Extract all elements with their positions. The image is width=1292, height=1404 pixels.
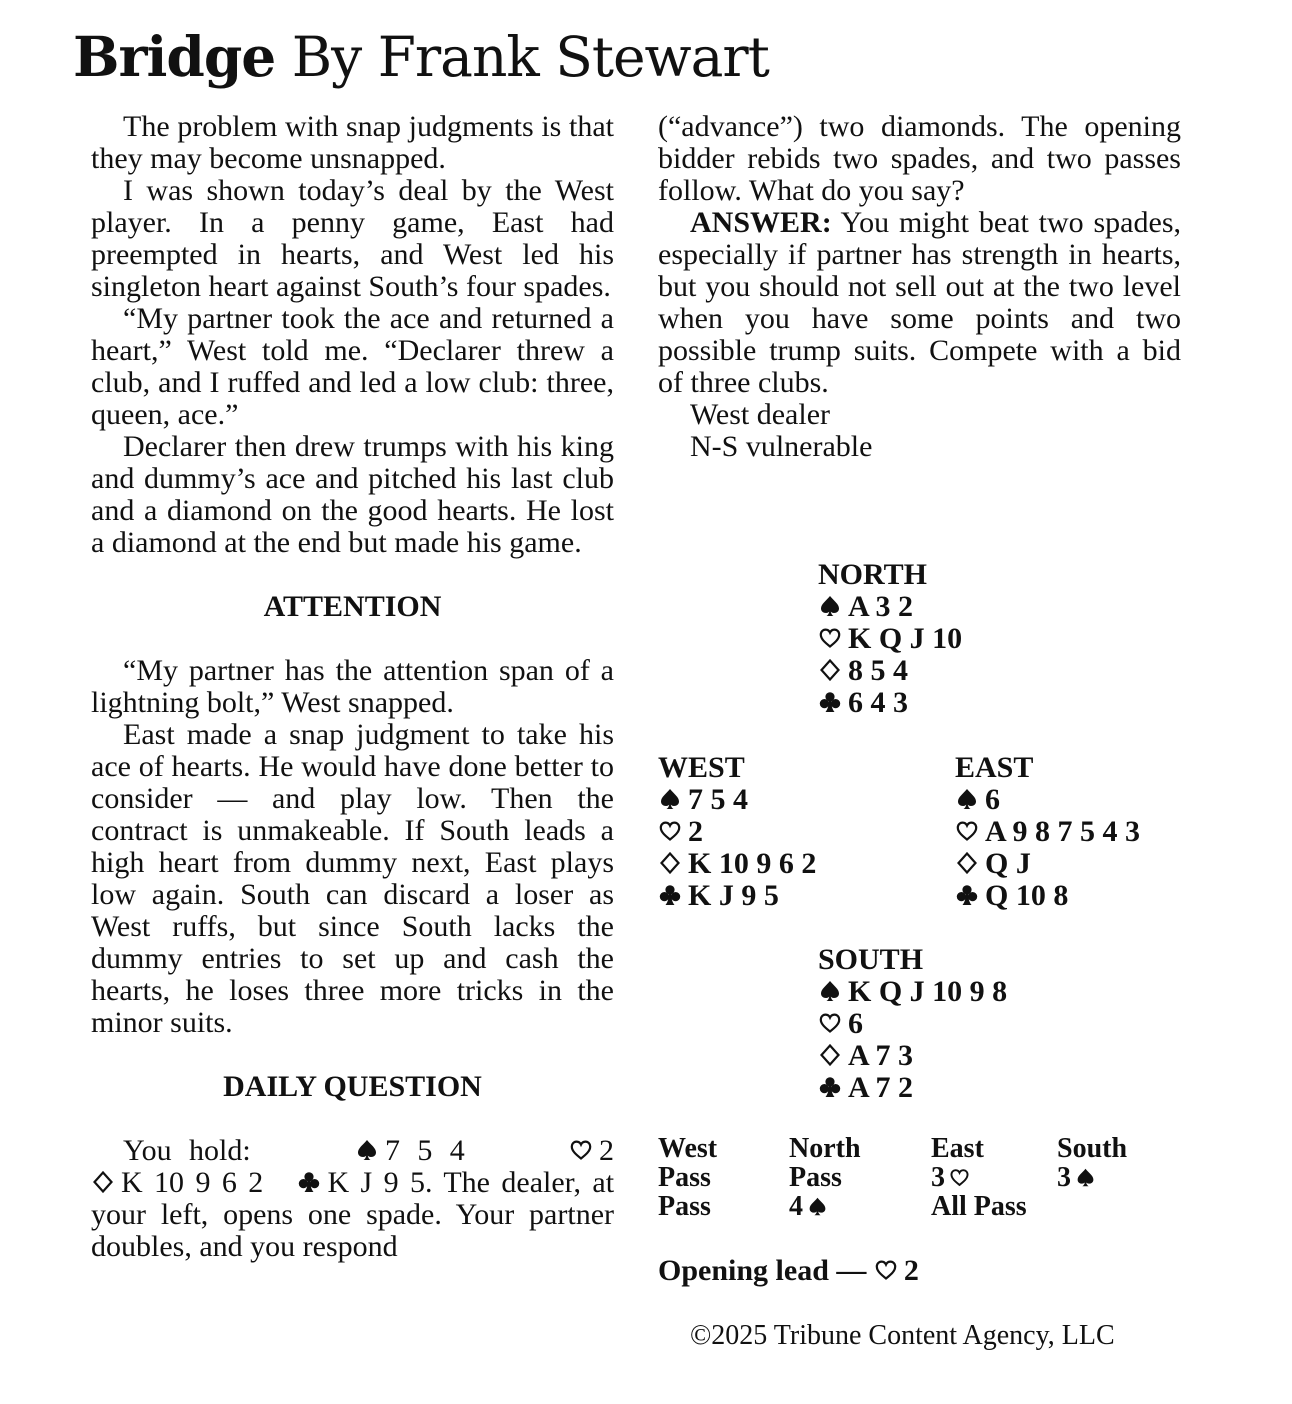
east-spades: 6: [985, 783, 1000, 816]
paragraph: (“advance”) two diamonds. The opening bidder rebids two spades, and two passes follow. What do you say?: [658, 110, 1181, 207]
opening-lead: [658, 1254, 919, 1288]
heart-outline-icon: [949, 1167, 970, 1188]
hand-label: NORTH: [818, 558, 927, 591]
copyright: ©2025 Tribune Content Agency, LLC: [690, 1320, 1115, 1351]
bid-header-west: West: [658, 1133, 718, 1164]
spade-icon: [818, 979, 842, 1003]
hand-north: [818, 559, 962, 719]
north-hearts: K Q J 10: [848, 622, 963, 655]
south-clubs: A 7 2: [848, 1071, 914, 1104]
east-hearts: A 9 8 7 5 4 3: [985, 815, 1141, 848]
diamond-outline-icon: [818, 1043, 842, 1067]
heart-outline-icon: [955, 819, 979, 843]
headline-byline: By Frank Stewart: [291, 25, 769, 89]
south-hearts: 6: [848, 1007, 863, 1040]
diamond-outline-icon: [658, 851, 682, 875]
west-diamonds: K 10 9 6 2: [688, 847, 817, 880]
daily-question-text: [91, 1167, 614, 1263]
question-diamonds: K 10 9 6 2: [121, 1166, 264, 1199]
club-icon: [955, 883, 979, 907]
hand-label: EAST: [955, 751, 1034, 784]
paragraph: East made a snap judgment to take his ace of hearts. He would have done better to consider — and play low. Then the contract is unmakeable. If South leads a high heart from dummy next, East plays low again. South can discard a loser as West ruffs, but since South lacks the dummy entries to set up and cash the hearts, he loses three more tricks in the minor suits.: [91, 718, 614, 1039]
paragraph: Declarer then drew trumps with his king and dummy’s ace and pitched his last club and a diamond on the good hearts. He lost a diamond at the end but made his game.: [91, 430, 614, 559]
heart-outline-icon: [874, 1258, 898, 1282]
heart-outline-icon: [818, 1011, 842, 1035]
bid-header-east: East: [931, 1133, 984, 1164]
left-column: [91, 111, 614, 1263]
bid-cell: Pass: [658, 1191, 711, 1222]
you-hold-label: You hold:: [123, 1134, 251, 1167]
bid-header-north: North: [789, 1133, 861, 1164]
club-icon: [658, 883, 682, 907]
question-spades: 7 5 4: [384, 1134, 465, 1167]
bid-cell: [1057, 1163, 1096, 1192]
north-clubs: 6 4 3: [848, 686, 908, 719]
heart-outline-icon: [818, 626, 842, 650]
south-diamonds: A 7 3: [848, 1039, 914, 1072]
bid-level: 3: [931, 1162, 945, 1193]
daily-question-hand: [91, 1135, 614, 1167]
heart-outline-icon: [658, 819, 682, 843]
bid-header-south: South: [1057, 1133, 1128, 1164]
bid-cell: Pass: [658, 1162, 711, 1193]
bid-cell: All Pass: [931, 1191, 1027, 1222]
answer-text: You might beat two spades, especially if partner has strength in hearts, but you should not sell out at the two level when you have some points and two possible trump suits. Compete with a bid of three clubs.: [658, 206, 1181, 399]
south-spades: K Q J 10 9 8: [848, 975, 1008, 1008]
headline-title: Bridge: [73, 24, 276, 89]
headline: [73, 22, 769, 92]
dealer-line: West dealer: [690, 398, 831, 431]
hand-west: [658, 752, 816, 912]
bid-level: 4: [789, 1191, 803, 1222]
question-rest: at your left, opens one spade. Your partner doubles, and you respond: [91, 1166, 615, 1263]
west-spades: 7 5 4: [688, 783, 748, 816]
east-diamonds: Q J: [985, 847, 1031, 880]
bid-cell: [931, 1163, 970, 1192]
diamond-outline-icon: [818, 658, 842, 682]
bid-cell: Pass: [789, 1162, 842, 1193]
answer-label: ANSWER:: [690, 206, 832, 239]
hand-label: SOUTH: [818, 943, 924, 976]
diamond-outline-icon: [91, 1170, 115, 1194]
paragraph: “My partner has the attention span of a lightning bolt,” West snapped.: [91, 654, 614, 719]
spade-icon: [1075, 1167, 1096, 1188]
heart-outline-icon: [569, 1138, 593, 1162]
spade-icon: [658, 787, 682, 811]
paragraph: I was shown today’s deal by the West player. In a penny game, East had preempted in hearts, and West led his singleton heart against South’s four spades.: [91, 174, 614, 303]
spade-icon: [818, 594, 842, 618]
hand-label: WEST: [658, 751, 745, 784]
spade-icon: [807, 1196, 828, 1217]
club-icon: [818, 1075, 842, 1099]
question-clubs: K J 9 5. The dealer,: [327, 1166, 581, 1199]
section-heading-daily-question: DAILY QUESTION: [223, 1070, 482, 1103]
club-icon: [818, 690, 842, 714]
west-hearts: 2: [688, 815, 703, 848]
west-clubs: K J 9 5: [688, 879, 779, 912]
right-column: [658, 111, 1181, 463]
club-icon: [297, 1170, 321, 1194]
bid-level: 3: [1057, 1162, 1071, 1193]
question-hearts: 2: [599, 1134, 615, 1167]
east-clubs: Q 10 8: [985, 879, 1069, 912]
hand-east: [955, 752, 1140, 912]
north-diamonds: 8 5 4: [848, 654, 908, 687]
paragraph: “My partner took the ace and returned a heart,” West told me. “Declarer threw a club, and I ruffed and led a low club: three, queen, ace.”: [91, 302, 614, 431]
paragraph: The problem with snap judgments is that they may become unsnapped.: [91, 110, 614, 175]
hand-south: [818, 944, 1007, 1104]
spade-icon: [355, 1138, 379, 1162]
diamond-outline-icon: [955, 851, 979, 875]
vulnerability-line: N-S vulnerable: [690, 430, 873, 463]
bid-cell: [789, 1192, 828, 1221]
section-heading-attention: ATTENTION: [263, 590, 442, 623]
north-spades: A 3 2: [848, 590, 914, 623]
spade-icon: [955, 787, 979, 811]
answer-paragraph: [658, 207, 1181, 399]
opening-lead-card: 2: [903, 1254, 919, 1287]
opening-lead-label: Opening lead —: [658, 1254, 867, 1287]
